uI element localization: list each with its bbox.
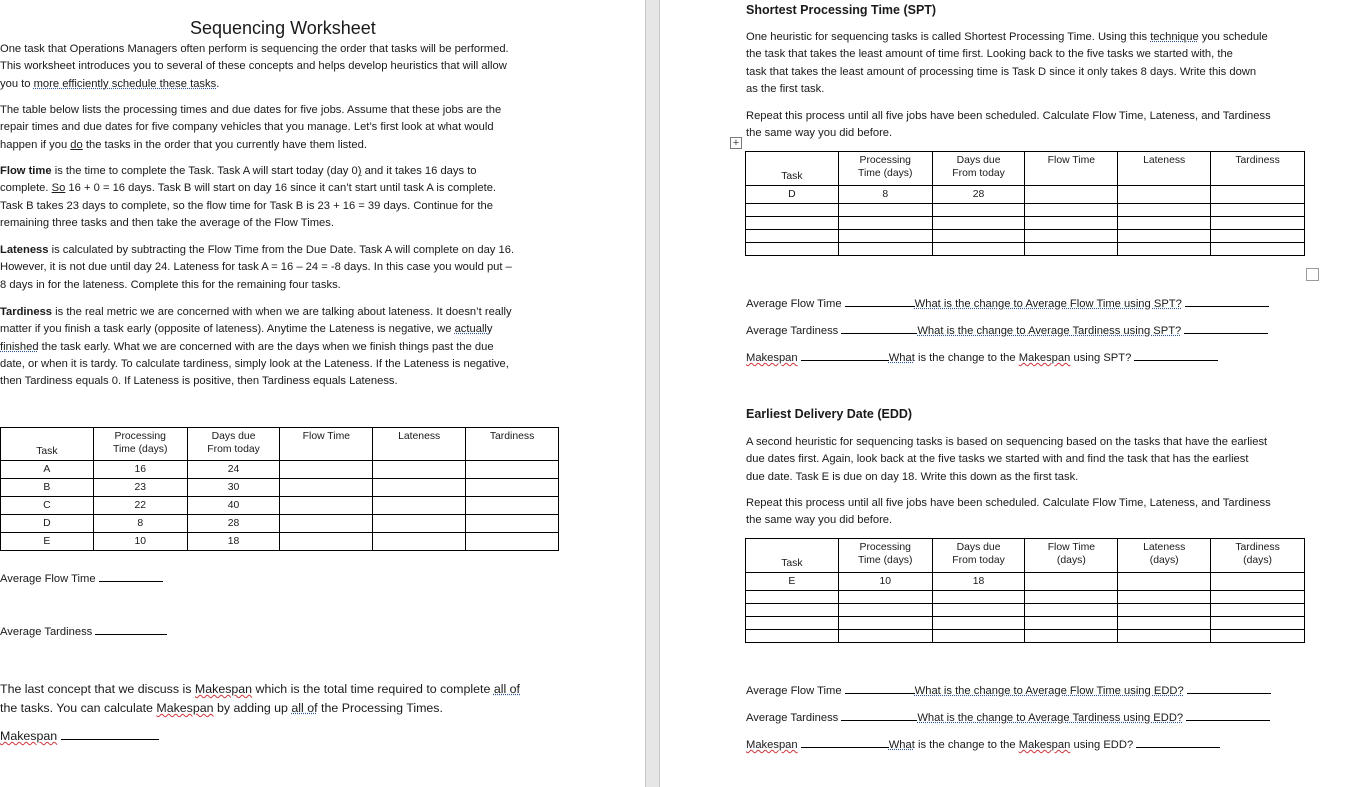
avg-flow-label: Average Flow Time: [746, 685, 842, 697]
cell-empty[interactable]: [1025, 243, 1118, 256]
avg-tard-change-question: What is the change to Average Tardiness using EDD?: [917, 712, 1184, 724]
flow-line-2: [0, 180, 496, 197]
cell-flow[interactable]: [280, 533, 373, 551]
text-run: is the change to the: [914, 352, 1019, 364]
makespan-label[interactable]: Makespan: [0, 729, 58, 743]
avg-tard-label: Average Tardiness: [0, 626, 93, 638]
spelling-flag-word[interactable]: Makespan: [1018, 352, 1071, 364]
lateness-term: Lateness: [0, 244, 49, 256]
cell-processing[interactable]: 8: [93, 515, 187, 533]
text-run: the Processing Times.: [317, 701, 443, 715]
text-run: by adding up: [213, 701, 292, 715]
cell-processing[interactable]: 10: [93, 533, 187, 551]
cell-lateness[interactable]: [373, 479, 466, 497]
grammar-flag-word[interactable]: technique: [1150, 31, 1199, 43]
cell-task[interactable]: A: [1, 461, 94, 479]
spt-heading: Shortest Processing Time (SPT): [746, 3, 937, 17]
makespan-blank[interactable]: [61, 729, 159, 740]
text-run: is the time to complete the Task. Task A will start today (day 0: [51, 165, 358, 177]
header-processing[interactable]: [838, 539, 932, 573]
edd-p1-line-2: due dates first. Again, look back at the five tasks we started with and find the task that has the earliest: [746, 453, 1249, 465]
grammar-flag-phrase[interactable]: all of: [291, 701, 318, 715]
lateness-line-3: 8 days in for the lateness. Complete this for the remaining four tasks.: [0, 279, 341, 291]
text-run: you schedule: [1198, 31, 1268, 43]
table-row: [746, 230, 1305, 243]
tardiness-line-2: [0, 321, 493, 338]
cell-task[interactable]: E: [1, 533, 94, 551]
spt-avg-tard-line: [746, 323, 1268, 340]
header-text: Lateness: [1143, 542, 1186, 553]
cell-empty[interactable]: [1211, 230, 1305, 243]
cell-empty[interactable]: [1118, 617, 1211, 630]
cell-processing[interactable]: 23: [93, 479, 187, 497]
header-task[interactable]: Task: [1, 428, 94, 461]
cell-empty[interactable]: [1025, 591, 1118, 604]
avg-tard-blank[interactable]: [841, 323, 917, 334]
text-run: What: [888, 352, 915, 364]
tardiness-line-1: [0, 304, 512, 321]
cell-empty[interactable]: [932, 630, 1025, 643]
cell-flow[interactable]: [280, 497, 373, 515]
avg-flow-blank[interactable]: [99, 571, 163, 582]
cell-empty[interactable]: [1118, 630, 1211, 643]
cell-lateness[interactable]: [373, 497, 466, 515]
intro-line-2: This worksheet introduces you to several of these concepts and helps develop heuristics that will allow: [0, 60, 507, 72]
text-run: which is the total time required to complete: [252, 682, 494, 696]
header-lateness[interactable]: [1118, 539, 1211, 573]
cell-empty[interactable]: [1025, 217, 1118, 230]
cell-empty[interactable]: [1118, 217, 1211, 230]
cell-empty[interactable]: [932, 230, 1025, 243]
avg-tard-change-blank[interactable]: [1186, 710, 1270, 721]
edd-p1-line-1: A second heuristic for sequencing tasks is based on sequencing based on the tasks that have the earliest: [746, 436, 1268, 448]
edd-p2-line-1: Repeat this process until all five jobs have been scheduled. Calculate Flow Time, Lateness, and Tardiness: [746, 497, 1271, 509]
cell-empty[interactable]: [1118, 591, 1211, 604]
spelling-flag-word[interactable]: Makespan: [156, 701, 214, 715]
header-days-due[interactable]: [932, 539, 1025, 573]
header-flow-time[interactable]: Flow Time: [280, 428, 373, 461]
spt-avg-flow-line: [746, 296, 1269, 313]
cell-tardiness[interactable]: [466, 479, 559, 497]
spt-makespan-line: [746, 350, 1218, 367]
cell-empty[interactable]: [932, 243, 1025, 256]
table-row: [746, 591, 1305, 604]
cell-empty[interactable]: [932, 204, 1025, 217]
table-resize-handle[interactable]: [1306, 268, 1319, 281]
header-text: Time (days): [112, 444, 168, 455]
cell-empty[interactable]: [1025, 204, 1118, 217]
header-text: Tardiness: [1235, 542, 1280, 553]
cell-processing[interactable]: 8: [838, 186, 932, 204]
jobs-table: [0, 427, 559, 551]
table-move-handle-icon[interactable]: +: [730, 137, 742, 149]
text-run: using EDD?: [1070, 739, 1134, 751]
cell-tardiness[interactable]: [466, 461, 559, 479]
cell-due[interactable]: 24: [187, 461, 280, 479]
left-page: [0, 0, 645, 787]
edd-table: [745, 538, 1305, 643]
cell-empty[interactable]: [746, 604, 839, 617]
grammar-flag-word[interactable]: actually: [454, 323, 493, 335]
makespan-line-1: [0, 680, 520, 700]
cell-empty[interactable]: [838, 243, 932, 256]
edd-p2-line-2: the same way you did before.: [746, 514, 893, 526]
table-row: [746, 617, 1305, 630]
avg-tard-label: Average Tardiness: [746, 325, 839, 337]
cell-due[interactable]: 40: [187, 497, 280, 515]
cell-task[interactable]: C: [1, 497, 94, 515]
flow-line-3: Task B takes 23 days to complete, so the flow time for Task B is 23 + 16 = 39 days. Continue for the: [0, 200, 493, 212]
header-flow-time[interactable]: Flow Time: [1025, 152, 1118, 186]
cell-task[interactable]: E: [746, 573, 839, 591]
edd-makespan-line: [746, 737, 1220, 754]
text-run: using SPT?: [1070, 352, 1132, 364]
header-tardiness[interactable]: [1211, 539, 1305, 573]
table-row: [746, 630, 1305, 643]
text-run: happen if you: [0, 139, 71, 151]
lateness-line-1: [0, 242, 514, 259]
spt-p1-line-1: [746, 29, 1268, 46]
cell-empty[interactable]: [1025, 230, 1118, 243]
text-run: is the change to the: [914, 739, 1019, 751]
grammar-flag-word[interactable]: finished: [0, 341, 39, 353]
avg-flow-label: Average Flow Time: [0, 573, 96, 585]
header-processing[interactable]: [838, 152, 932, 186]
intro-line-1: One task that Operations Managers often perform is sequencing the order that tasks will be performed.: [0, 43, 509, 55]
table-header-row: [746, 152, 1305, 186]
cell-due[interactable]: 28: [187, 515, 280, 533]
header-text: From today: [207, 444, 260, 455]
edd-heading: Earliest Delivery Date (EDD): [746, 407, 913, 421]
cell-due[interactable]: 28: [932, 186, 1025, 204]
table-header-row: [746, 539, 1305, 573]
cell-empty[interactable]: [838, 630, 932, 643]
avg-tard-label: Average Tardiness: [746, 712, 839, 724]
table-intro-line-3: [0, 137, 367, 154]
tardiness-line-5: then Tardiness equals 0. If Lateness is positive, then Tardiness equals Lateness.: [0, 375, 398, 387]
avg-tard-change-blank[interactable]: [1184, 323, 1268, 334]
header-text: Days due: [956, 155, 1001, 166]
table-row: [746, 186, 1305, 204]
spt-p1-line-4: as the first task.: [746, 83, 825, 95]
spt-table: [745, 151, 1305, 256]
text-run: ): [357, 165, 362, 177]
avg-flow-line: [0, 571, 163, 588]
cell-task[interactable]: D: [746, 186, 839, 204]
text-run: matter if you finish a task early (opposite of lateness). Anytime the Lateness is negative, we: [0, 323, 455, 335]
cell-due[interactable]: 18: [187, 533, 280, 551]
header-text: Flow Time: [1047, 542, 1096, 553]
cell-flow[interactable]: [1025, 573, 1118, 591]
avg-tard-line: [0, 624, 167, 641]
makespan-line-2: [0, 699, 443, 719]
header-text: Time (days): [857, 555, 913, 566]
cell-task[interactable]: B: [1, 479, 94, 497]
text-run: The last concept that we discuss is: [0, 682, 195, 696]
header-text: Processing: [859, 155, 911, 166]
grammar-flag-phrase[interactable]: more efficiently schedule these tasks: [33, 78, 217, 90]
avg-tard-blank[interactable]: [841, 710, 917, 721]
cell-empty[interactable]: [838, 617, 932, 630]
table-row: [1, 461, 559, 479]
table-header-row: [1, 428, 559, 461]
text-run: is calculated by subtracting the Flow Time from the Due Date. Task A will complete on day 16.: [48, 244, 515, 256]
cell-empty[interactable]: [1211, 243, 1305, 256]
tardiness-line-3: [0, 339, 494, 356]
cell-empty[interactable]: [746, 230, 839, 243]
cell-flow[interactable]: [1025, 186, 1118, 204]
spelling-flag-word[interactable]: Makespan: [194, 682, 253, 696]
header-text: From today: [952, 168, 1005, 179]
header-task[interactable]: Task: [746, 539, 839, 573]
cell-lateness[interactable]: [1118, 573, 1211, 591]
cell-empty[interactable]: [1211, 217, 1305, 230]
cell-tardiness[interactable]: [466, 497, 559, 515]
header-flow-time[interactable]: [1025, 539, 1118, 573]
header-days-due[interactable]: [187, 428, 280, 461]
cell-lateness[interactable]: [373, 515, 466, 533]
makespan-label[interactable]: Makespan: [746, 352, 798, 364]
header-text: Time (days): [857, 168, 913, 179]
cell-empty[interactable]: [1025, 604, 1118, 617]
cell-empty[interactable]: [746, 591, 839, 604]
spt-p2-line-2: the same way you did before.: [746, 127, 893, 139]
table-row: [746, 204, 1305, 217]
cell-empty[interactable]: [838, 204, 932, 217]
header-tardiness[interactable]: Tardiness: [466, 428, 559, 461]
cell-empty[interactable]: [1025, 630, 1118, 643]
table-row: [1, 497, 559, 515]
text-run: the task early. What we are concerned with are the days when we finish things past the due: [38, 341, 494, 353]
flow-line-1: [0, 163, 477, 180]
flow-time-term: Flow time: [0, 165, 52, 177]
cell-empty[interactable]: [1118, 243, 1211, 256]
table-intro-line-2: repair times and due dates for five company vehicles that you manage. Let’s first look at what would: [0, 121, 494, 133]
header-text: From today: [952, 555, 1005, 566]
cell-empty[interactable]: [838, 217, 932, 230]
tardiness-term: Tardiness: [0, 306, 53, 318]
text-run: the tasks in the order that you currently have them listed.: [82, 139, 367, 151]
avg-tard-change-question: What is the change to Average Tardiness using SPT?: [917, 325, 1182, 337]
avg-flow-blank[interactable]: [845, 683, 915, 694]
avg-flow-change-blank[interactable]: [1185, 296, 1269, 307]
text-run: and it takes 16 days to: [361, 165, 477, 177]
cell-flow[interactable]: [280, 479, 373, 497]
edd-avg-tard-line: [746, 710, 1270, 727]
header-text: Processing: [114, 431, 166, 442]
cell-empty[interactable]: [746, 630, 839, 643]
cell-flow[interactable]: [280, 515, 373, 533]
cell-empty[interactable]: [932, 617, 1025, 630]
cell-tardiness[interactable]: [466, 533, 559, 551]
text-run: 16 + 0 = 16 days. Task B will start on day 16 since it can’t start until task A is complete.: [65, 182, 497, 194]
cell-empty[interactable]: [932, 217, 1025, 230]
cell-empty[interactable]: [1211, 591, 1305, 604]
cell-empty[interactable]: [746, 217, 839, 230]
lateness-line-2: However, it is not due until day 24. Lateness for task A = 16 – 24 = -8 days. In this case you would put –: [0, 261, 512, 273]
cell-lateness[interactable]: [373, 533, 466, 551]
avg-flow-blank[interactable]: [845, 296, 915, 307]
table-row: [746, 217, 1305, 230]
text-run: .: [216, 78, 220, 90]
spt-p1-line-2: the task that takes the least amount of time first. Looking back to the five tasks we started with, the: [746, 48, 1233, 60]
header-task[interactable]: Task: [746, 152, 839, 186]
avg-flow-label: Average Flow Time: [746, 298, 842, 310]
text-run: is the real metric we are concerned with when we are talking about lateness. It doesn’t really: [52, 306, 512, 318]
cell-lateness[interactable]: [373, 461, 466, 479]
tardiness-line-4: date, or when it is tardy. To calculate tardiness, simply look at the Lateness. If the Lateness is negative,: [0, 358, 509, 370]
edd-avg-flow-line: [746, 683, 1271, 700]
header-lateness[interactable]: Lateness: [1118, 152, 1211, 186]
header-text: (days): [1149, 555, 1179, 566]
cell-empty[interactable]: [746, 243, 839, 256]
cell-empty[interactable]: [1025, 617, 1118, 630]
cell-empty[interactable]: [1211, 604, 1305, 617]
cell-empty[interactable]: [838, 230, 932, 243]
cell-tardiness[interactable]: [1211, 186, 1305, 204]
table-row: [1, 479, 559, 497]
cell-processing[interactable]: 22: [93, 497, 187, 515]
underlined-word: So: [51, 182, 66, 194]
header-text: (days): [1056, 555, 1086, 566]
cell-empty[interactable]: [1211, 204, 1305, 217]
cell-tardiness[interactable]: [1211, 573, 1305, 591]
edd-p1-line-3: due date. Task E is due on day 18. Write this down as the first task.: [746, 471, 1079, 483]
avg-tard-blank[interactable]: [95, 624, 167, 635]
flow-line-4: remaining three tasks and then take the average of the Flow Times.: [0, 217, 334, 229]
makespan-answer-line: [0, 727, 159, 747]
cell-empty[interactable]: [1118, 604, 1211, 617]
spt-p2-line-1: Repeat this process until all five jobs have been scheduled. Calculate Flow Time, Lateness, and Tardiness: [746, 110, 1271, 122]
table-intro-line-1: The table below lists the processing times and due dates for five jobs. Assume that these jobs are the: [0, 104, 502, 116]
table-row: [746, 604, 1305, 617]
makespan-blank[interactable]: [801, 350, 889, 361]
text-run: the tasks. You can calculate: [0, 701, 157, 715]
header-text: Days due: [211, 431, 256, 442]
text-run: complete.: [0, 182, 52, 194]
page-gutter: [645, 0, 660, 787]
cell-due[interactable]: 18: [932, 573, 1025, 591]
avg-flow-change-question: What is the change to Average Flow Time using EDD?: [914, 685, 1184, 697]
intro-line-3: [0, 76, 219, 93]
cell-lateness[interactable]: [1118, 186, 1211, 204]
spelling-flag-word[interactable]: Makespan: [1018, 739, 1071, 751]
grammar-flag-phrase[interactable]: all of: [493, 682, 520, 696]
text-run: you to: [0, 78, 34, 90]
cell-empty[interactable]: [838, 591, 932, 604]
cell-task[interactable]: D: [1, 515, 94, 533]
cell-empty[interactable]: [932, 591, 1025, 604]
header-text: Processing: [859, 542, 911, 553]
table-row: [1, 533, 559, 551]
spt-p1-line-3: task that takes the least amount of processing time is Task D since it only takes 8 days. Write this down: [746, 66, 1257, 78]
cell-processing[interactable]: 16: [93, 461, 187, 479]
cell-empty[interactable]: [1211, 630, 1305, 643]
header-tardiness[interactable]: Tardiness: [1211, 152, 1305, 186]
header-days-due[interactable]: [932, 152, 1025, 186]
cell-flow[interactable]: [280, 461, 373, 479]
avg-flow-change-question: What is the change to Average Flow Time using SPT?: [914, 298, 1182, 310]
underlined-word: do: [70, 139, 83, 151]
cell-empty[interactable]: [932, 604, 1025, 617]
makespan-change-blank[interactable]: [1134, 350, 1218, 361]
cell-empty[interactable]: [1118, 204, 1211, 217]
cell-due[interactable]: 30: [187, 479, 280, 497]
makespan-change-blank[interactable]: [1136, 737, 1220, 748]
cell-tardiness[interactable]: [466, 515, 559, 533]
cell-empty[interactable]: [746, 617, 839, 630]
makespan-label[interactable]: Makespan: [746, 739, 798, 751]
text-run: What: [888, 739, 915, 751]
text-run: One heuristic for sequencing tasks is called Shortest Processing Time. Using this: [746, 31, 1151, 43]
makespan-blank[interactable]: [801, 737, 889, 748]
header-lateness[interactable]: Lateness: [373, 428, 466, 461]
table-row: [746, 243, 1305, 256]
cell-empty[interactable]: [746, 204, 839, 217]
header-processing[interactable]: [93, 428, 187, 461]
table-row: [746, 573, 1305, 591]
cell-empty[interactable]: [1118, 230, 1211, 243]
header-text: Days due: [956, 542, 1001, 553]
cell-processing[interactable]: 10: [838, 573, 932, 591]
page-title: Sequencing Worksheet: [190, 18, 376, 38]
right-page: [660, 0, 1357, 787]
cell-empty[interactable]: [838, 604, 932, 617]
table-row: [1, 515, 559, 533]
header-text: (days): [1243, 555, 1272, 566]
avg-flow-change-blank[interactable]: [1187, 683, 1271, 694]
cell-empty[interactable]: [1211, 617, 1305, 630]
